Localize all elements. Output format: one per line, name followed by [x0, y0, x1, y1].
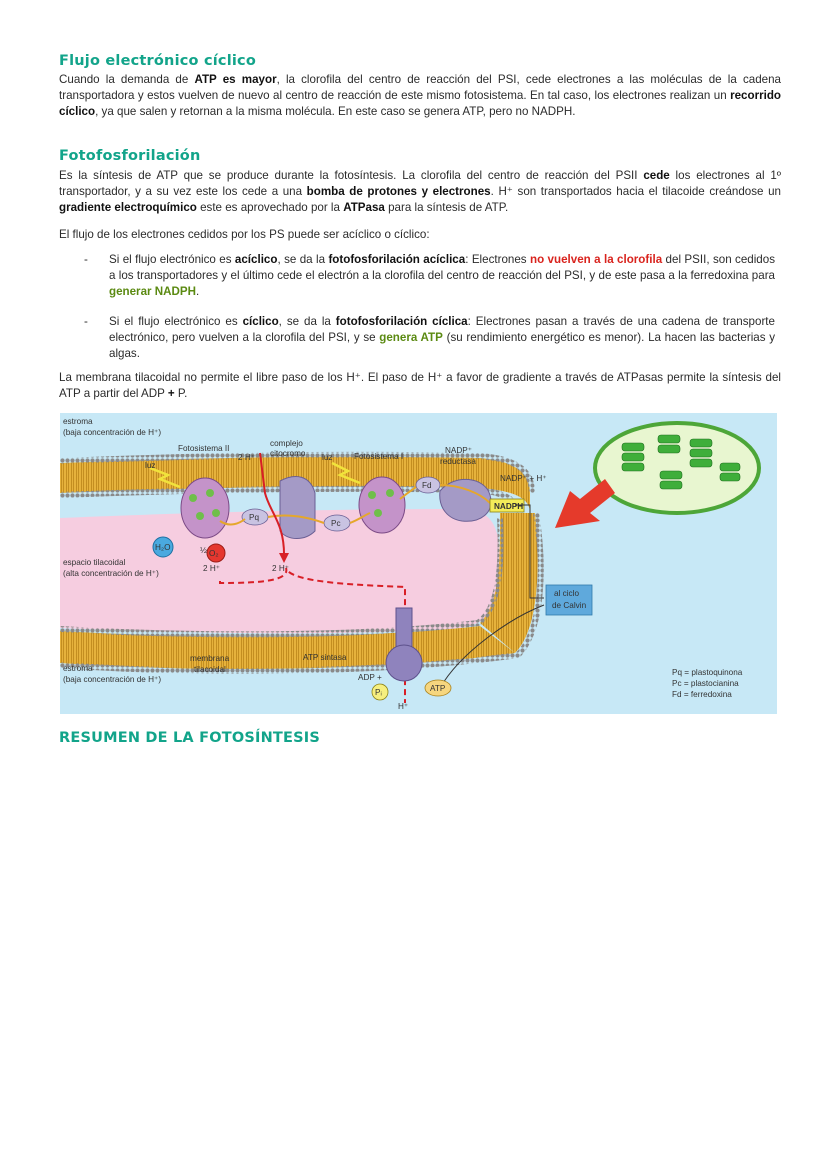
calvin-label-1: al ciclo [554, 589, 580, 598]
text: los electrones al 1º transportador, y a su vez este los cede a una [59, 169, 782, 198]
chloroplast-inset [595, 423, 759, 513]
label-espacio-tilacoidal: espacio tilacoidal [63, 558, 126, 567]
label-luz-ii: luz [145, 461, 156, 470]
label-2h-top: 2 H⁺ [238, 453, 256, 462]
text: . H⁺ son transportados hacia el tilacoide creándose un [490, 185, 781, 198]
label-estroma-bottom: estroma [63, 664, 93, 673]
heading-flujo-ciclico: Flujo electrónico cíclico [59, 53, 257, 69]
label-complejo: complejo [270, 439, 303, 448]
pq-label: Pq [249, 513, 260, 522]
bold-text: cíclico [242, 315, 279, 328]
highlight-green: generar NADPH [109, 285, 196, 298]
list-item-ciclico [109, 314, 775, 362]
fd-label: Fd [422, 481, 432, 490]
text: P. [174, 387, 188, 400]
legend-fd: Fd = ferredoxina [672, 690, 732, 699]
heading-resumen: RESUMEN DE LA FOTOSÍNTESIS [59, 730, 321, 746]
text: Si el flujo electrónico es [109, 315, 243, 328]
label-estroma-bottom-sub: (baja concentración de H⁺) [63, 675, 162, 684]
text: . [195, 285, 200, 298]
heading-fotofosforilacion: Fotofosforilación [59, 148, 201, 164]
nadph-label: NADPH [494, 502, 524, 511]
list-item-aciclico [109, 252, 775, 300]
legend-pc: Pc = plastocianina [672, 679, 739, 688]
h2o-label: H₂O [155, 543, 171, 552]
label-estroma-top-sub: (baja concentración de H⁺) [63, 428, 162, 437]
text: para la síntesis de ATP. [384, 201, 509, 214]
paragraph-fotofosforilacion [59, 168, 781, 216]
photosystem-i [359, 477, 405, 533]
paragraph-flujo-ciclico [59, 72, 781, 120]
text: , se da la [278, 315, 336, 328]
label-membrana-1: membrana [190, 654, 230, 663]
bold-text: + [167, 387, 175, 400]
bold-text: recorrido cíclico [59, 89, 781, 118]
list-bullet: - [84, 315, 88, 328]
calvin-label-2: de Calvin [552, 601, 587, 610]
legend-pq: Pq = plastoquinona [672, 668, 743, 677]
label-2h-b: 2 H⁺ [272, 564, 290, 573]
label-citocromo: citocromo [270, 449, 306, 458]
label-fotosistema-i: Fotosistema I [354, 452, 404, 461]
label-2h-a: 2 H⁺ [203, 564, 221, 573]
text: La membrana tilacoidal no permite el libre paso de los H⁺. El paso de H⁺ a favor de gradiente a través de ATPasas permite la síntesis del ATP a partir del ADP [59, 371, 781, 400]
bold-text: ATP es mayor [194, 73, 277, 86]
text: , la clorofila del centro de reacción del PSI, cede electrones a las moléculas de la cadena transportadora y estos vuelven de nuevo al centro de reacción de este mismo fotosistema. En tal caso, los electrones realizan un [59, 73, 781, 102]
text: Es la síntesis de ATP que se produce durante la fotosíntesis. La clorofila del centro de reacción del PSII [59, 169, 644, 182]
label-nadp-reductasa-1: NADP⁺ [445, 446, 473, 455]
bold-text: bomba de protones y electrones [306, 185, 491, 198]
label-espacio-sub: (alta concentración de H⁺) [63, 569, 159, 578]
label-membrana-2: tilacoidal [194, 665, 226, 674]
label-luz-i: luz [322, 453, 333, 462]
text: (su rendimiento energético es menor). La hacen las bacterias y algas. [109, 331, 776, 360]
bold-text: acíclico [234, 253, 278, 266]
label-estroma-top: estroma [63, 417, 93, 426]
label-fotosistema-ii: Fotosistema II [178, 444, 230, 453]
label-nadp-reductasa-2: reductasa [440, 457, 476, 466]
thylakoid-membrane-figure [60, 413, 777, 714]
list-bullet: - [84, 253, 88, 266]
bold-text: fotofosforilación acíclica [328, 253, 466, 266]
text: Si el flujo electrónico es [109, 253, 235, 266]
pi-label: Pᵢ [375, 688, 382, 697]
cytochrome-complex [280, 477, 315, 539]
text: del PSII, son cedidos a los transportadores y el último cede el electrón a la clorofila del centro de reacción del PSI, y de este pasa a la ferredoxina para [109, 253, 776, 282]
highlight-green: genera ATP [379, 331, 443, 344]
label-h-out: H⁺ [398, 702, 409, 711]
label-adp: ADP + [358, 673, 382, 682]
pc-label: Pc [331, 519, 341, 528]
o2-label: O₂ [209, 549, 219, 558]
atp-label: ATP [430, 684, 446, 693]
text: este es aprovechado por la [196, 201, 344, 214]
bold-text: gradiente electroquímico [59, 201, 197, 214]
text: : Electrones pasan a través de una cadena de transporte electrónico, pero vuelven a la clorofila del PSI, y se [109, 315, 775, 344]
half-label: ½ [200, 546, 207, 555]
text: , se da la [277, 253, 329, 266]
bold-text: ATPasa [343, 201, 385, 214]
text: : Electrones [465, 253, 530, 266]
photosystem-ii [181, 478, 229, 538]
paragraph-membrana [59, 370, 781, 402]
bold-text: cede [643, 169, 670, 182]
label-atp-sintasa: ATP sintasa [303, 653, 347, 662]
text: Cuando la demanda de [59, 73, 195, 86]
label-nadp-h: NADP⁺ + H⁺ [500, 474, 547, 483]
paragraph-flujo-tipos: El flujo de los electrones cedidos por los PS puede ser acíclico o cíclico: [59, 228, 430, 241]
bold-text: fotofosforilación cíclica [335, 315, 468, 328]
highlight-red: no vuelven a la clorofila [530, 253, 663, 266]
text: , ya que salen y retornan a la misma molécula. En este caso se genera ATP, pero no NADPH. [95, 105, 576, 118]
